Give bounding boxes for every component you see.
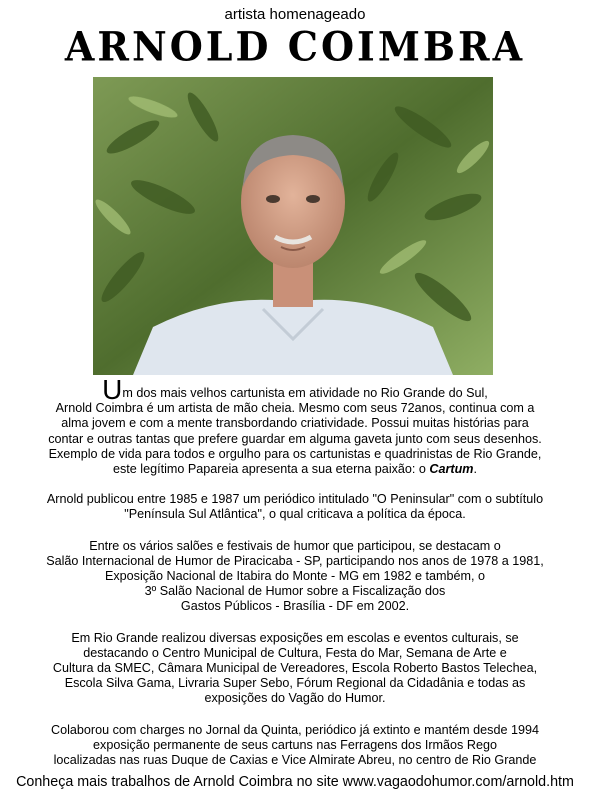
line: Exemplo de vida para todos e orgulho para os cartunistas e quadrinistas de Rio Grande,	[48, 446, 542, 461]
line: este legítimo Papareia apresenta a sua eterna paixão: o	[112, 462, 430, 477]
portrait-photo-icon	[93, 77, 493, 375]
artist-name-title: ARNOLD COIMBRA	[64, 22, 526, 71]
line: Salão Internacional de Humor de Piracicaba - SP, participando nos anos de 1978 a 1981,	[46, 553, 544, 568]
line: Exposição Nacional de Itabira do Monte - MG em 1982 e também, o	[104, 569, 486, 584]
paragraph-saloes	[0, 539, 590, 615]
paragraph-peninsular	[0, 492, 590, 522]
line: Colaborou com charges no Jornal da Quinta, periódico já extinto e mantém desde 1994	[51, 722, 539, 737]
line: Arnold publicou entre 1985 e 1987 um periódico intitulado "O Peninsular" com o subtítulo	[46, 492, 544, 507]
line: contar e outras tantas que prefere guardar em alguma gaveta junto com seus desenhos.	[48, 431, 542, 446]
section-kicker: artista homenageado	[224, 6, 366, 23]
line: 3º Salão Nacional de Humor sobre a Fiscalização dos	[144, 584, 446, 599]
line: m dos mais velhos cartunista em atividade no Rio Grande do Sul,	[122, 386, 488, 400]
footer-site-link: Conheça mais trabalhos de Arnold Coimbra no site www.vagaodohumor.com/arnold.htm	[16, 774, 574, 790]
line: exposições do Vagão do Humor.	[204, 691, 386, 706]
paragraph-exposicoes	[0, 631, 590, 707]
line: exposição permanente de seus cartuns nas Ferragens dos Irmãos Rego	[93, 737, 497, 752]
line-end: .	[473, 462, 478, 477]
dropcap: U	[102, 374, 123, 405]
line: alma jovem e com a mente transbordando criatividade. Possui muitas histórias para	[61, 416, 529, 431]
article-body	[0, 374, 590, 784]
line: localizadas nas ruas Duque de Caxias e Vice Almirate Abreu, no centro de Rio Grande	[53, 753, 537, 768]
line: "Península Sul Atlântica", o qual criticava a política da época.	[124, 507, 466, 522]
line: Escola Silva Gama, Livraria Super Sebo, Fórum Regional da Cidadânia e todas as	[64, 676, 526, 691]
cartum-emphasis: Cartum	[429, 462, 474, 477]
line: Em Rio Grande realizou diversas exposições em escolas e eventos culturais, se	[71, 630, 519, 645]
artist-photo	[93, 77, 493, 375]
paragraph-intro	[0, 374, 590, 477]
line: Gastos Públicos - Brasília - DF em 2002.	[180, 599, 410, 614]
line: Entre os vários salões e festivais de humor que participou, se destacam o	[89, 538, 501, 553]
line: destacando o Centro Municipal de Cultura, Festa do Mar, Semana de Arte e	[83, 645, 507, 660]
line: Arnold Coimbra é um artista de mão cheia. Mesmo com seus 72anos, continua com a	[55, 401, 535, 416]
paragraph-charges	[0, 723, 590, 769]
line: Cultura da SMEC, Câmara Municipal de Vereadores, Escola Roberto Bastos Telechea,	[52, 661, 538, 676]
